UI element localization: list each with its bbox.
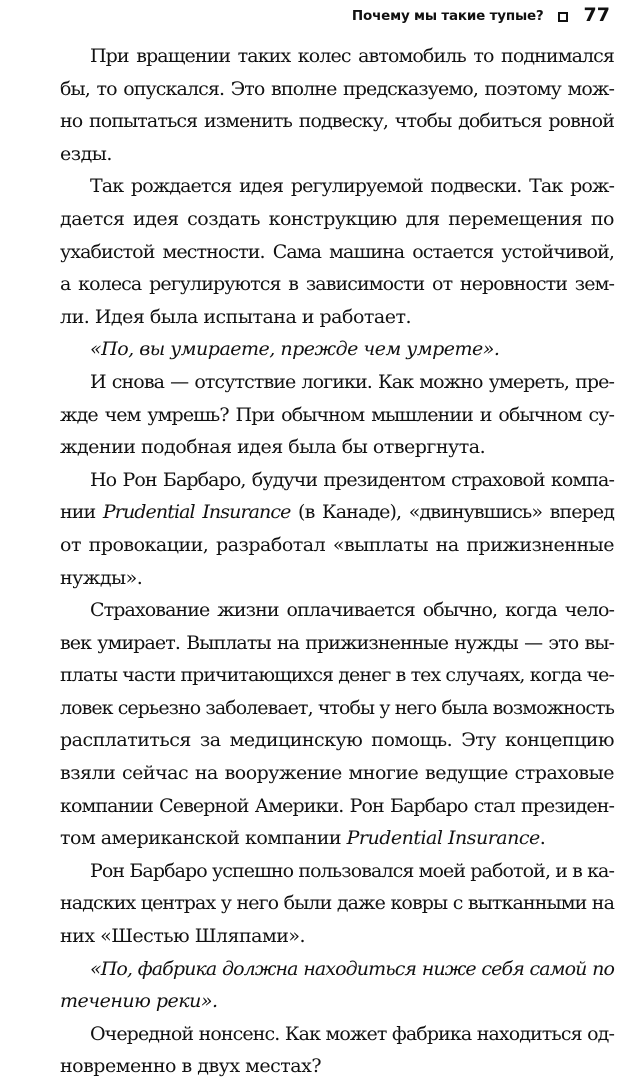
text-line: новременно в двух местах? <box>60 1055 322 1078</box>
paragraph <box>30 1018 614 1083</box>
text-line: И снова — отсутствие логики. Как можно умереть, пре- <box>90 370 614 393</box>
text-line: бы, то опускался. Это вполне предсказуемо, поэтому мож- <box>60 77 614 100</box>
running-header-title: Почему мы такие тупые? <box>351 8 544 24</box>
text-line: Так рождается идея регулируемой подвески. Так рож- <box>90 175 614 198</box>
text-line: Рон Барбаро успешно пользовался моей работой, и в ка- <box>90 859 614 882</box>
text-line: платы части причитающихся денег в тех случаях, когда че- <box>60 664 614 687</box>
page-body <box>30 40 614 1083</box>
paragraph <box>30 366 614 464</box>
text-line: них «Шестью Шляпами». <box>60 925 306 948</box>
paragraph <box>30 594 614 855</box>
paragraph <box>30 40 614 170</box>
text-line: нии Prudential Insurance (в Канаде), «двинувшись» вперед <box>60 501 614 524</box>
text-line: а колеса регулируются в зависимости от неровности зем- <box>60 273 614 296</box>
square-outline-icon <box>558 12 568 22</box>
text-line: жде чем умрешь? При обычном мышлении и обычном су- <box>60 403 614 426</box>
text-line: взяли сейчас на вооружение многие ведущие страховые <box>60 762 614 785</box>
text-line: компании Северной Америки. Рон Барбаро стал президен- <box>60 794 614 817</box>
text-line: При вращении таких колес автомобиль то поднимался <box>90 45 614 67</box>
text-line: Страхование жизни оплачивается обычно, когда чело- <box>90 599 614 622</box>
italic-text-line: «По, вы умираете, прежде чем умрете». <box>90 338 500 361</box>
text-line: Но Рон Барбаро, будучи президентом страховой компа- <box>90 468 614 491</box>
text-line: езды. <box>60 142 112 165</box>
page-number: 77 <box>583 4 610 26</box>
company-name: Prudential Insurance <box>102 501 291 524</box>
text-line: ждении подобная идея была бы отвергнута. <box>60 436 486 459</box>
text-line: но попытаться изменить подвеску, чтобы добиться ровной <box>60 110 614 133</box>
paragraph-quote <box>30 333 614 366</box>
text-line: от провокации, разработал «выплаты на прижизненные <box>60 533 614 556</box>
text-line: ухабистой местности. Сама машина остается устойчивой, <box>60 240 614 263</box>
italic-text-line: «По, фабрика должна находиться ниже себя самой по <box>90 957 614 980</box>
text-line: век умирает. Выплаты на прижизненные нужды — это вы- <box>60 631 614 654</box>
text-line: Очередной нонсенс. Как может фабрика находиться од- <box>90 1022 614 1045</box>
text-line: том американской компании Prudential Insurance. <box>60 827 546 850</box>
text-line: ловек серьезно заболевает, чтобы у него была возможность <box>60 696 614 719</box>
text-line: надских центрах у него были даже ковры с вытканными на <box>60 892 614 915</box>
text-line: дается идея создать конструкцию для перемещения по <box>60 207 614 230</box>
running-header <box>30 0 614 34</box>
paragraph <box>30 464 614 594</box>
paragraph <box>30 170 614 333</box>
company-name: Prudential Insurance <box>346 827 540 850</box>
text-line: ли. Идея была испытана и работает. <box>60 305 412 328</box>
italic-text-line: течению реки». <box>60 990 218 1013</box>
paragraph <box>30 855 614 953</box>
paragraph-quote <box>30 953 614 1018</box>
text-line: расплатиться за медицинскую помощь. Эту концепцию <box>60 729 614 752</box>
text-line: нужды». <box>60 566 143 589</box>
